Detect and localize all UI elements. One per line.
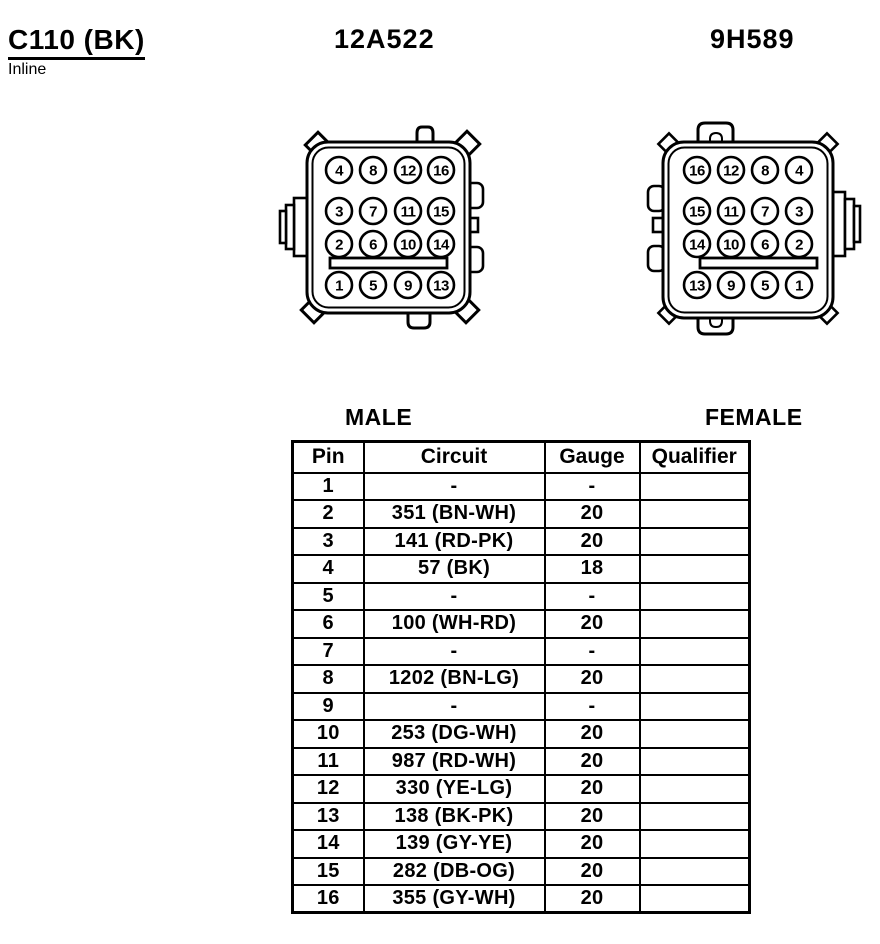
qualifier-cell (640, 638, 750, 666)
column-header-qualifier: Qualifier (640, 442, 750, 473)
pin-number: 10 (400, 236, 416, 254)
table-row (293, 555, 750, 583)
gauge-cell: 20 (545, 748, 640, 776)
pin-number: 1 (335, 277, 343, 295)
pin-number: 2 (335, 236, 343, 254)
qualifier-cell (640, 885, 750, 913)
female-label: FEMALE (705, 404, 803, 430)
pin-cell: 15 (293, 858, 364, 886)
pin-number: 16 (689, 162, 705, 180)
gauge-cell: - (545, 638, 640, 666)
connector-id-title: C110 (BK) (8, 24, 145, 60)
pin-number: 11 (400, 203, 416, 221)
pin-number: 8 (761, 162, 769, 180)
circuit-cell: 57 (BK) (364, 555, 545, 583)
table-row (293, 665, 750, 693)
pin-number: 9 (727, 277, 735, 295)
pin-number: 6 (369, 236, 377, 254)
male-connector-diagram (278, 110, 494, 350)
female-side-latch (833, 192, 860, 256)
column-header-gauge: Gauge (545, 442, 640, 473)
qualifier-cell (640, 803, 750, 831)
pinout-table-body (293, 473, 750, 913)
part-number-male: 12A522 (334, 24, 435, 54)
qualifier-cell (640, 665, 750, 693)
connector-type-label: Inline (8, 61, 47, 78)
qualifier-cell (640, 500, 750, 528)
pin-number: 12 (400, 162, 416, 180)
pin-number: 14 (433, 236, 449, 254)
circuit-cell: 351 (BN-WH) (364, 500, 545, 528)
gauge-cell: 20 (545, 885, 640, 913)
gauge-cell: - (545, 583, 640, 611)
circuit-cell: 355 (GY-WH) (364, 885, 545, 913)
table-row (293, 720, 750, 748)
qualifier-cell (640, 555, 750, 583)
gauge-cell: 20 (545, 665, 640, 693)
pin-cell: 5 (293, 583, 364, 611)
gauge-cell: 20 (545, 500, 640, 528)
table-header-row (293, 442, 750, 473)
pin-number: 7 (761, 203, 769, 221)
gauge-cell: 20 (545, 775, 640, 803)
pin-cell: 16 (293, 885, 364, 913)
gauge-cell: 18 (545, 555, 640, 583)
male-side-latch (280, 198, 308, 256)
gauge-cell: 20 (545, 720, 640, 748)
gauge-cell: 20 (545, 830, 640, 858)
pin-number: 7 (369, 203, 377, 221)
gauge-cell: 20 (545, 610, 640, 638)
pin-number: 1 (795, 277, 803, 295)
pin-number: 5 (761, 277, 769, 295)
table-row (293, 693, 750, 721)
pin-number: 6 (761, 236, 769, 254)
pin-number: 5 (369, 277, 377, 295)
qualifier-cell (640, 775, 750, 803)
qualifier-cell (640, 583, 750, 611)
pin-number: 3 (795, 203, 803, 221)
pin-number: 10 (723, 236, 739, 254)
pin-cell: 7 (293, 638, 364, 666)
pin-number: 2 (795, 236, 803, 254)
circuit-cell: 987 (RD-WH) (364, 748, 545, 776)
gauge-cell: - (545, 473, 640, 501)
qualifier-cell (640, 473, 750, 501)
circuit-cell: - (364, 473, 545, 501)
pin-number: 4 (335, 162, 343, 180)
qualifier-cell (640, 830, 750, 858)
circuit-cell: 138 (BK-PK) (364, 803, 545, 831)
pin-cell: 10 (293, 720, 364, 748)
pin-cell: 13 (293, 803, 364, 831)
female-connector-diagram (640, 110, 875, 350)
pin-cell: 2 (293, 500, 364, 528)
pin-number: 9 (404, 277, 412, 295)
pin-number: 15 (689, 203, 705, 221)
qualifier-cell (640, 858, 750, 886)
gauge-cell: 20 (545, 803, 640, 831)
table-row (293, 473, 750, 501)
pin-number: 8 (369, 162, 377, 180)
table-row (293, 803, 750, 831)
column-header-circuit: Circuit (364, 442, 545, 473)
pin-number: 16 (433, 162, 449, 180)
pin-number: 4 (795, 162, 803, 180)
pin-cell: 14 (293, 830, 364, 858)
pin-number: 15 (433, 203, 449, 221)
table-row (293, 858, 750, 886)
qualifier-cell (640, 610, 750, 638)
gauge-cell: 20 (545, 528, 640, 556)
gauge-cell: 20 (545, 858, 640, 886)
pin-cell: 12 (293, 775, 364, 803)
pin-cell: 8 (293, 665, 364, 693)
qualifier-cell (640, 748, 750, 776)
pin-number: 14 (689, 236, 705, 254)
pin-number: 13 (433, 277, 449, 295)
circuit-cell: - (364, 693, 545, 721)
pin-cell: 6 (293, 610, 364, 638)
circuit-cell: 330 (YE-LG) (364, 775, 545, 803)
pin-number: 11 (723, 203, 739, 221)
table-row (293, 885, 750, 913)
male-label: MALE (345, 404, 413, 430)
circuit-cell: 253 (DG-WH) (364, 720, 545, 748)
female-divider-bar (700, 258, 817, 268)
circuit-cell: - (364, 583, 545, 611)
circuit-cell: 139 (GY-YE) (364, 830, 545, 858)
male-divider-bar (330, 258, 447, 268)
pinout-table (291, 440, 751, 914)
pin-cell: 11 (293, 748, 364, 776)
pin-cell: 9 (293, 693, 364, 721)
circuit-cell: - (364, 638, 545, 666)
pin-cell: 4 (293, 555, 364, 583)
circuit-cell: 141 (RD-PK) (364, 528, 545, 556)
pin-number: 13 (689, 277, 705, 295)
qualifier-cell (640, 720, 750, 748)
circuit-cell: 1202 (BN-LG) (364, 665, 545, 693)
table-row (293, 638, 750, 666)
table-row (293, 830, 750, 858)
qualifier-cell (640, 693, 750, 721)
qualifier-cell (640, 528, 750, 556)
column-header-pin: Pin (293, 442, 364, 473)
table-row (293, 500, 750, 528)
table-row (293, 610, 750, 638)
table-row (293, 748, 750, 776)
table-row (293, 583, 750, 611)
circuit-cell: 100 (WH-RD) (364, 610, 545, 638)
pin-cell: 1 (293, 473, 364, 501)
gauge-cell: - (545, 693, 640, 721)
pin-number: 12 (723, 162, 739, 180)
pin-cell: 3 (293, 528, 364, 556)
table-row (293, 775, 750, 803)
table-row (293, 528, 750, 556)
pin-number: 3 (335, 203, 343, 221)
part-number-female: 9H589 (710, 24, 795, 54)
circuit-cell: 282 (DB-OG) (364, 858, 545, 886)
